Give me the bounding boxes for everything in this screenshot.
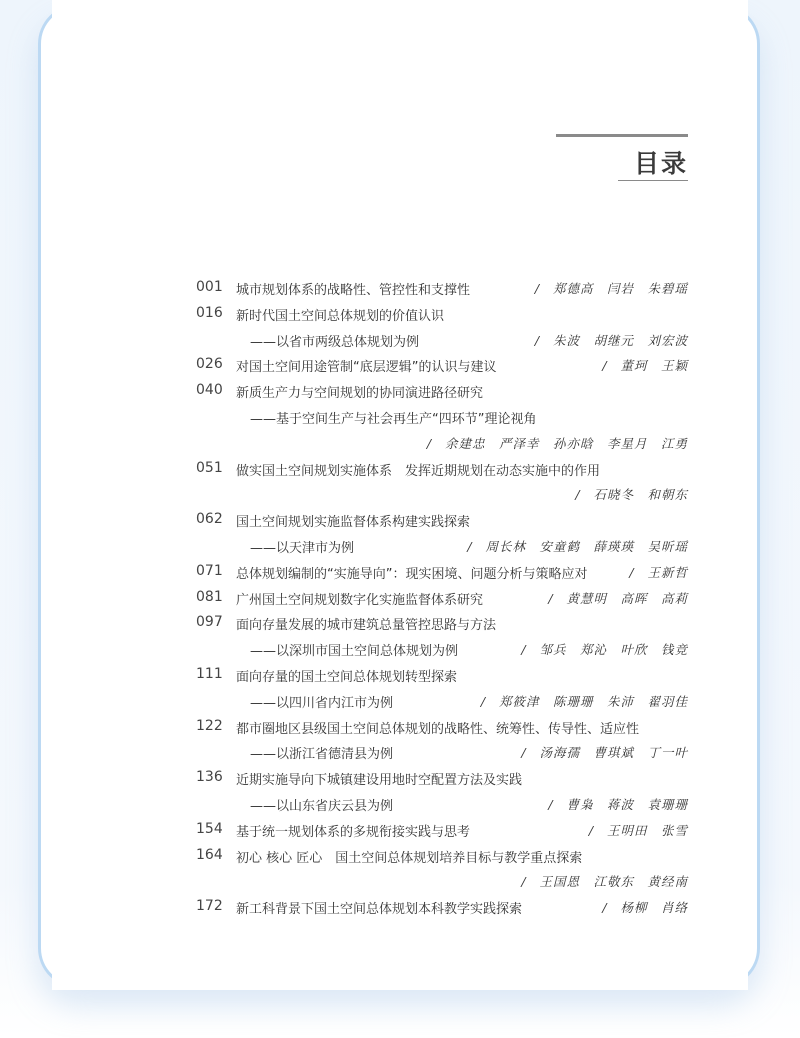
toc-entry-authors: / 王新哲	[629, 564, 688, 580]
toc-entry-title: 初心 核心 匠心 国土空间总体规划培养目标与教学重点探索	[236, 850, 583, 866]
toc-entry-title: 面向存量的国土空间总体规划转型探索	[236, 670, 458, 685]
toc-page-number: 081	[196, 588, 223, 605]
toc-entry-title: 新工科背景下国土空间总体规划本科教学实践探索	[236, 902, 523, 918]
toc-entry-subtitle: ——以四川省内江市为例	[250, 695, 394, 711]
toc-entry-title: 新质生产力与空间规划的协同演进路径研究	[236, 386, 484, 402]
toc-entry-authors: / 邹兵 郑沁 叶欣 钱竞	[521, 642, 688, 658]
toc-entry-title: 近期实施导向下城镇建设用地时空配置方法及实践	[236, 773, 523, 789]
toc-entry-title: 都市圈地区县级国土空间总体规划的战略性、统筹性、传导性、适应性	[236, 721, 640, 737]
toc-page-number: 071	[196, 562, 223, 579]
toc-entry-subtitle: ——以浙江省德清县为例	[250, 747, 394, 763]
toc-entry-title: 新时代国土空间总体规划的价值认识	[236, 308, 445, 324]
toc-entry-title: 做实国土空间规划实施体系 发挥近期规划在动态实施中的作用	[236, 463, 601, 479]
toc-entry-authors: / 周长林 安童鹤 薛瑛瑛 吴昕瑶	[467, 539, 688, 554]
toc-entry-subtitle: ——基于空间生产与社会再生产“四环节”理论视角	[250, 412, 537, 427]
toc-entry-authors: / 郑筱津 陈珊珊 朱沛 翟羽佳	[480, 693, 688, 709]
toc-page-number: 040	[196, 382, 223, 399]
toc-entry-authors: / 王国恩 江敬东 黄经南	[521, 874, 688, 890]
toc-page-number: 122	[196, 717, 223, 734]
toc-page-number: 172	[196, 898, 223, 915]
toc-entry-title: 广州国土空间规划数字化实施监督体系研究	[236, 592, 484, 608]
page-title: 目录	[633, 149, 688, 178]
toc-page-number: 154	[196, 820, 223, 837]
toc-entry-authors: / 黄慧明 高晖 高莉	[548, 590, 688, 606]
toc-page-number: 164	[196, 846, 223, 863]
toc-entry-title: 面向存量发展的城市建筑总量管控思路与方法	[236, 618, 497, 634]
toc-page-number: 051	[196, 459, 223, 476]
toc-page-number: 136	[196, 769, 223, 786]
toc-entry-authors: / 余建忠 严泽幸 孙亦晗 李星月 江勇	[426, 435, 688, 451]
toc-entry-authors: / 石晓冬 和朝东	[575, 487, 688, 503]
toc-page-number: 062	[196, 511, 223, 528]
toc-entry-authors: / 王明田 张雪	[588, 822, 688, 838]
toc-entry-title: 总体规划编制的“实施导向”：现实困境、问题分析与策略应对	[236, 566, 588, 582]
toc-entry-subtitle: ——以山东省庆云县为例	[250, 799, 394, 814]
toc-page-number: 111	[196, 666, 223, 682]
toc-entry-title: 基于统一规划体系的多规衔接实践与思考	[236, 824, 471, 840]
toc-entry-subtitle: ——以天津市为例	[250, 541, 355, 556]
toc-entry-title: 国土空间规划实施监督体系构建实践探索	[236, 515, 471, 531]
toc-page-number: 026	[196, 356, 223, 373]
toc-entry-title: 城市规划体系的战略性、管控性和支撑性	[236, 283, 471, 298]
toc-page-number: 097	[196, 614, 223, 631]
toc-entry-title: 对国土空间用途管制“底层逻辑”的认识与建议	[236, 360, 497, 376]
toc-entry-authors: / 朱波 胡继元 刘宏波	[534, 332, 688, 348]
toc-entry-subtitle: ——以省市两级总体规划为例	[250, 334, 420, 350]
toc-entry-authors: / 曹枭 蒋波 袁珊珊	[548, 797, 688, 812]
toc-entry-authors: / 董珂 王颖	[602, 358, 688, 374]
toc-page-number: 001	[196, 279, 223, 295]
toc-entry-subtitle: ——以深圳市国土空间总体规划为例	[250, 644, 459, 660]
toc-entry-authors: / 郑德高 闫岩 朱碧瑶	[534, 281, 688, 296]
toc-entry-authors: / 杨柳 肖络	[602, 900, 688, 916]
toc-page-number: 016	[196, 304, 223, 321]
toc-entry-authors: / 汤海孺 曹琪斌 丁一叶	[521, 745, 688, 761]
